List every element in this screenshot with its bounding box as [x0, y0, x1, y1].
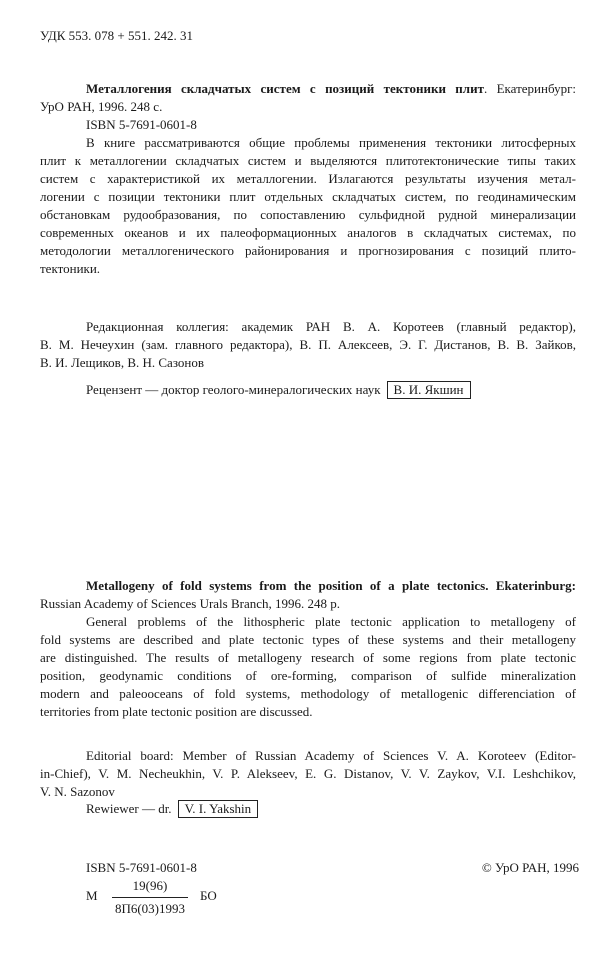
en-publisher: Russian Academy of Sciences Urals Branch, 1996. 248 p.: [40, 596, 341, 611]
ru-board-line: Редакционная коллегия: академик РАН В. А. Коротеев (главный редактор),: [86, 319, 576, 334]
ru-abstract: [40, 134, 576, 278]
index-code: БО: [200, 888, 217, 903]
en-abstract-line: modern and paleooceans of fold systems, methodology of metallogenic differenciation of: [40, 686, 576, 701]
en-abstract-line: position, geodynamic conditions of ore-forming, comparison of sulfide mineralization: [40, 668, 576, 683]
footer-isbn: ISBN 5-7691-0601-8: [86, 860, 197, 875]
en-board-line: Editorial board: Member of Russian Academy of Sciences V. A. Koroteev (Editor-: [86, 748, 576, 763]
ru-reviewer-name: В. И. Якшин: [387, 381, 471, 399]
publication-index: [112, 878, 188, 917]
ru-reviewer-label: Рецензент — доктор геолого-минералогических наук: [86, 382, 381, 397]
ru-abstract-line: плит к металлогении складчатых систем и выделяются плитотектонические типы таких: [40, 153, 576, 168]
en-abstract-line: are distinguished. The results of metallogeny research of some regions from plate tectonic: [40, 650, 576, 665]
en-title: Metallogeny of fold systems from the position of a plate tectonics. Ekaterinburg:: [86, 578, 576, 593]
ru-citation: [40, 80, 576, 134]
en-abstract-line: General problems of the lithospheric plate tectonic application to metallogeny of: [86, 614, 576, 629]
en-reviewer-name: V. I. Yakshin: [178, 800, 259, 818]
en-title-line: [40, 577, 576, 595]
ru-abstract-line: тектоники.: [40, 261, 101, 276]
ru-publisher: УрО РАН, 1996. 248 с.: [40, 99, 163, 114]
ru-abstract-line: обстановкам рудообразования, по сопоставлению сульфидной рудной минерализации: [40, 207, 576, 222]
ru-abstract-line: логении с позиции тектоники плит отдельных складчатых систем, по геодинамическим: [40, 189, 576, 204]
en-editorial-board: [40, 747, 576, 801]
index-numerator: 19(96): [112, 878, 188, 898]
en-board-line: V. N. Sazonov: [40, 784, 115, 799]
ru-abstract-line: В книге рассматриваются общие проблемы применения тектоники литосферных: [86, 135, 576, 150]
ru-title: Металлогения складчатых систем с позиций тектоники плит: [86, 81, 484, 96]
en-abstract-line: fold systems are described and plate tectonic types of these systems and their metallogeny: [40, 632, 576, 647]
en-abstract-line: territories from plate tectonic position are discussed.: [40, 704, 313, 719]
en-abstract: [40, 613, 576, 721]
index-letter: М: [86, 888, 98, 903]
ru-title-line: [40, 80, 576, 98]
udk-code: УДК 553. 078 + 551. 242. 31: [40, 28, 194, 43]
ru-board-line: В. М. Нечеухин (зам. главного редактора), В. П. Алексеев, Э. Г. Дистанов, В. В. Зайков,: [40, 337, 576, 352]
ru-abstract-line: методологии металлогенического районирования и прогнозирования с позиций плито-: [40, 243, 576, 258]
ru-board-line: В. И. Лещиков, В. Н. Сазонов: [40, 355, 204, 370]
ru-abstract-line: систем с характеристикой их металлогении. Излагаются результаты изучения метал-: [40, 171, 576, 186]
en-reviewer: [86, 800, 258, 818]
ru-city: . Екатеринбург:: [483, 81, 577, 96]
ru-abstract-line: современных океанов и их палеоформационных аналогов в складчатых системах, по: [40, 225, 576, 240]
copyright: © УрО РАН, 1996: [481, 860, 579, 875]
en-citation: [40, 577, 576, 613]
en-board-line: in-Chief), V. M. Necheukhin, V. P. Alekseev, E. G. Distanov, V. V. Zaykov, V.I. Leshchikov,: [40, 766, 576, 781]
ru-editorial-board: [40, 318, 576, 372]
ru-isbn: ISBN 5-7691-0601-8: [86, 117, 197, 132]
en-reviewer-label: Rewiewer — dr.: [86, 801, 172, 816]
index-denominator: 8П6(03)1993: [114, 901, 186, 916]
ru-reviewer: [86, 381, 471, 399]
